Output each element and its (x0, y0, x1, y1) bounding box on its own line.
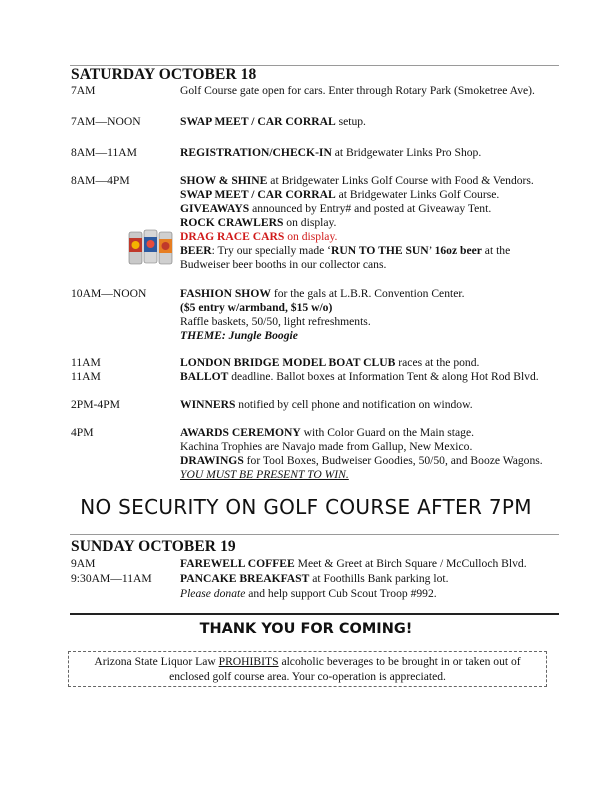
row-time: 7AM—NOON (71, 115, 141, 128)
liquor-law-notice (68, 651, 547, 687)
row-title: WINNERS (180, 398, 236, 411)
row-detail: Meet & Greet at Birch Square / McCulloch Blvd. (294, 557, 527, 570)
row-detail: announced by Entry# and posted at Giveaway Tent. (249, 202, 492, 215)
notice-emphasis: PROHIBITS (218, 655, 279, 668)
row-title: PANCAKE BREAKFAST (180, 572, 310, 585)
row-detail: on display. (284, 230, 338, 243)
security-banner: NO SECURITY ON GOLF COURSE AFTER 7PM (80, 495, 532, 519)
row-title: AWARDS CEREMONY (180, 426, 301, 439)
row-detail: : Try our specially made ‘ (211, 244, 332, 257)
beer-size: 16oz beer (434, 244, 482, 257)
row-title: GIVEAWAYS (180, 202, 250, 215)
row-detail: deadline. Ballot boxes at Information Tent & along Hot Rod Blvd. (228, 370, 539, 383)
row-title: ($5 entry w/armband, $15 w/o) (180, 301, 333, 314)
notice-text: Arizona State Liquor Law (94, 655, 219, 668)
row-title: DRAWINGS (180, 454, 244, 467)
row-detail: at Foothills Bank parking lot. (309, 572, 449, 585)
row-title: SWAP MEET / CAR CORRAL (180, 115, 336, 128)
row-title: REGISTRATION/CHECK-IN (180, 146, 332, 159)
row-time: 11AM (71, 370, 101, 383)
row-detail: notified by cell phone and notification on window. (235, 398, 473, 411)
section-divider (70, 534, 559, 535)
row-time: 9:30AM—11AM (71, 572, 152, 585)
row-detail: on display. (283, 216, 337, 229)
sunday-heading: SUNDAY OCTOBER 19 (71, 538, 236, 555)
row-detail: at the (481, 244, 511, 257)
row-detail: with Color Guard on the Main stage. (300, 426, 475, 439)
row-title: BEER (180, 244, 212, 257)
present-to-win-note: YOU MUST BE PRESENT TO WIN. (180, 468, 349, 481)
notice-text: alcoholic beverages to be brought in or taken out of (278, 655, 521, 668)
row-detail: at Bridgewater Links Pro Shop. (331, 146, 482, 159)
row-title: LONDON BRIDGE MODEL BOAT CLUB (180, 356, 396, 369)
saturday-heading: SATURDAY OCTOBER 18 (71, 66, 257, 83)
donate-text: Please donate (180, 587, 246, 600)
theme-label: THEME: Jungle Boogie (180, 329, 298, 342)
beer-cans-image (126, 228, 176, 266)
row-detail: Kachina Trophies are Navajo made from Gallup, New Mexico. (180, 440, 473, 453)
row-detail: at Bridgewater Links Golf Course. (335, 188, 500, 201)
footer-divider (70, 613, 559, 615)
row-title: FASHION SHOW (180, 287, 271, 300)
row-time: 4PM (71, 426, 94, 439)
row-time: 10AM—NOON (71, 287, 147, 300)
row-title: SWAP MEET / CAR CORRAL (180, 188, 336, 201)
row-detail: Raffle baskets, 50/50, light refreshments. (180, 315, 371, 328)
row-time: 7AM (71, 84, 96, 97)
row-desc: Golf Course gate open for cars. Enter through Rotary Park (Smoketree Ave). (180, 84, 535, 97)
row-detail: for the gals at L.B.R. Convention Center. (270, 287, 465, 300)
row-title: FAREWELL COFFEE (180, 557, 295, 570)
row-detail: and help support Cub Scout Troop #992. (245, 587, 437, 600)
row-time: 8AM—4PM (71, 174, 130, 187)
beer-name: RUN TO THE SUN (331, 244, 429, 257)
beer-can-icon (159, 232, 172, 264)
thanks-banner: THANK YOU FOR COMING! (199, 621, 413, 637)
row-title: BALLOT (180, 370, 229, 383)
row-time: 9AM (71, 557, 96, 570)
row-detail: for Tool Boxes, Budweiser Goodies, 50/50, and Booze Wagons. (243, 454, 543, 467)
row-detail: ’ (428, 244, 435, 257)
row-time: 2PM-4PM (71, 398, 120, 411)
row-detail: at Bridgewater Links Golf Course with Food & Vendors. (267, 174, 534, 187)
beer-can-icon (129, 232, 142, 264)
beer-can-icon (144, 230, 157, 263)
row-detail: Budweiser beer booths in our collector cans. (180, 258, 387, 271)
notice-text: enclosed golf course area. Your co-operation is appreciated. (169, 670, 446, 683)
row-title: SHOW & SHINE (180, 174, 268, 187)
row-time: 8AM—11AM (71, 146, 137, 159)
row-title: ROCK CRAWLERS (180, 216, 284, 229)
row-detail: races at the pond. (395, 356, 480, 369)
drag-race-title: DRAG RACE CARS (180, 230, 285, 243)
row-detail: setup. (335, 115, 366, 128)
row-time: 11AM (71, 356, 101, 369)
